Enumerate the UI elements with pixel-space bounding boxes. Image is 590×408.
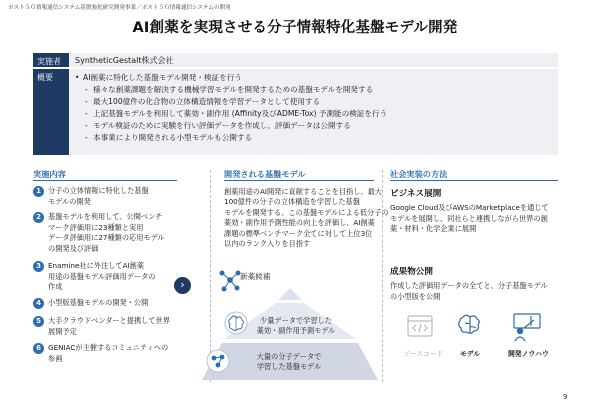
step-text: 小型版基盤モデルの開発・公開 [48,298,149,307]
overview-item: • AI創薬に特化した基盤モデル開発・検証を行う [75,73,242,82]
implementer-label: 実施者 [33,53,69,67]
step-text: Enamine社に外注してAI創薬 用途の基盤モデル評価用データの 作成 [48,261,156,292]
pyramid-base-label: 大量の分子データで 学習した基盤モデル [256,352,322,371]
step-number: 1 [33,186,44,197]
step-text: 大手クラウドベンダーと提携して世界 展開予定 [48,316,170,336]
step-text: 基盤モデルを利用して、公開ベンチ マーク評価用に23種類と実用 データ評価用に27種類の応用モデル の開発及び評価 [48,212,165,253]
presenter-icon [514,314,540,341]
page-number: 9 [563,393,568,401]
code-window-icon [408,316,432,336]
content-section-title: 実施内容 [33,169,66,179]
overview-item: - 本事業により開発される小型モデルも公開する [85,132,253,142]
business-text: Google Cloud及びAWSのMarketplaceを通じて モデルを展開し、同社らと連携しながら世界の創 薬・材料・化学企業に展開 [390,203,549,234]
step-text: 分子の立体情報に特化した基盤 モデルの開発 [48,186,149,206]
chevron-right-icon: › [174,277,191,294]
implementer-value: SyntheticGestalt株式会社 [69,53,558,67]
overview-label: 概要 [33,69,69,155]
pyramid-middle-label: 少量データで学習した 薬効・副作用予測モデル [256,316,336,335]
model-description: 創薬用途のAI開発に貢献することを目指し、最大 100億件の分子の立体構造を学習した基盤 モデルを開発する。この基盤モデルによる低分子の 薬効・副作用予測性能の向上を評価し、AI創薬 課題の標準ベンチマーク全てに対して上位3位 以内のランク入りを目指す [224,187,389,249]
overview-item: - 上記基盤モデルを利用して薬効・副作用 (Affinity及びADME-Tox) 予測能の検証を行う [85,108,388,118]
model-label: モデル [460,350,481,358]
business-heading: ビジネス展開 [390,189,442,199]
step-number: 4 [33,298,44,309]
new-drug-candidate-label: 新薬候補 [240,272,271,281]
page-title: AI創薬を実現させる分子情報特化基盤モデル開発 [132,20,458,36]
publication-text: 作成した評価用データの全てと、分子基盤モデル の小型版を公開 [390,281,548,301]
step-number: 5 [33,316,44,327]
step-number: 3 [33,261,44,272]
know-how-label: 開発ノウハウ [508,350,549,358]
step-number: 2 [33,212,44,223]
model-section-title: 開発される基盤モデル [224,169,306,179]
overview-item: - モデル検証のために実験を行い評価データを作成し、評価データは公開する [85,120,351,130]
publication-heading: 成果物公開 [390,267,433,277]
source-code-label: ソースコード [403,350,444,358]
breadcrumb: ポスト５Ｇ情報通信システム基盤強化研究開発事業／ポスト５Ｇ情報通信システムの開発 [8,5,231,11]
overview-item: - 様々な創薬課題を解決する機械学習モデルを開発するための基盤モデルを開発する [85,84,374,94]
brain-icon [459,315,480,333]
social-section-title: 社会実装の方法 [390,169,448,179]
step-number: 6 [33,343,44,354]
overview-item: - 最大100億件の化合物の立体構造情報を学習データとして使用する [85,96,321,106]
step-text: GENIACが主催するコミュニティへの 参画 [48,343,169,363]
